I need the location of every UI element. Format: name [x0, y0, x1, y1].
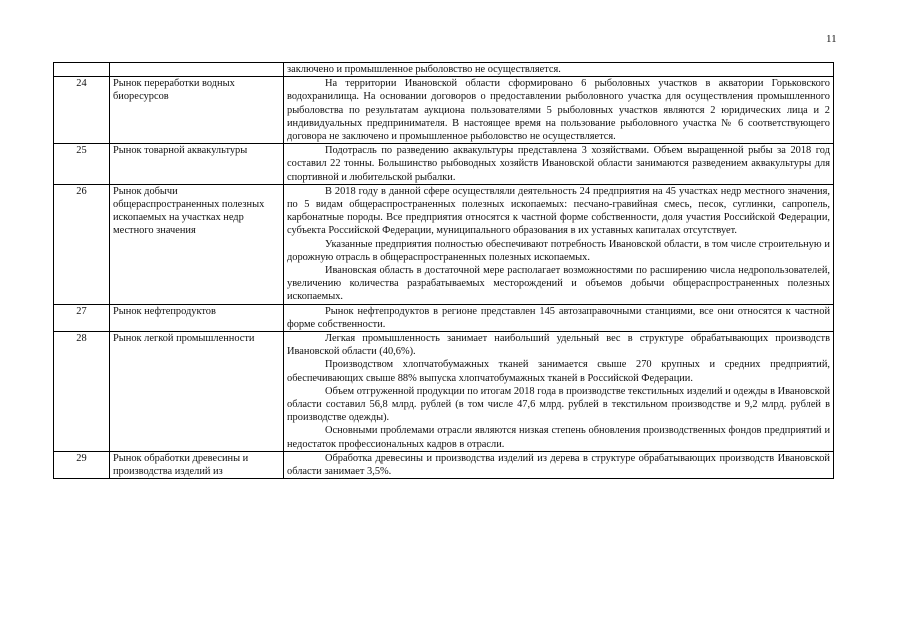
table-row — [54, 451, 834, 478]
market-description — [284, 332, 834, 452]
description-paragraph: Объем отгруженной продукции по итогам 2018 года в производстве текстильных изделий и одежды в Ивановской области составил 56,8 млрд. рублей (в том числе 47,6 млрд. рублей в текстильном производстве и 9,2 млрд. рублей в производстве одежды). — [287, 385, 831, 424]
description-paragraph: Указанные предприятия полностью обеспечивают потребность Ивановской области, в том числе строительную и дорожную отрасль в общераспространенных полезных ископаемых. — [287, 238, 830, 263]
table-row — [54, 332, 834, 452]
market-description — [284, 144, 834, 185]
row-number: 28 — [54, 332, 110, 452]
description-paragraph: В 2018 году в данной сфере осуществляли деятельность 24 предприятия на 45 участках недр местного значения, по 5 видам общераспространенных полезных ископаемых: песчано-гравийная смесь, песок, суглинки, сапропель, карбонатные породы. Все предприятия относятся к частной форме собственности, доля участия Российской Федерации, субъекта Российской Федерации, муниципального образования в их уставных капиталах отсутствует. — [287, 185, 830, 237]
row-number — [54, 63, 110, 77]
description-paragraph: Легкая промышленность занимает наибольший удельный вес в структуре обрабатывающих производств Ивановской области (40,6%). — [287, 333, 830, 358]
table-row — [54, 77, 834, 144]
market-description — [284, 63, 834, 77]
market-name — [110, 63, 284, 77]
market-description — [284, 304, 834, 331]
market-name: Рынок обработки древесины и производства изделий из — [110, 451, 284, 478]
market-name: Рынок легкой промышленности — [110, 332, 284, 452]
table-row — [54, 144, 834, 185]
description-paragraph: Подотрасль по разведению аквакультуры представлена 3 хозяйствами. Объем выращенной рыбы за 2018 год составил 22 тонны. Большинство рыбоводных хозяйств Ивановской области занимаются разведением аквакультуры для спортивной и любительской рыбалки. — [287, 145, 830, 183]
table-row — [54, 63, 834, 77]
description-paragraph: На территории Ивановской области сформировано 6 рыболовных участков в акватории Горьковского водохранилища. На основании договоров о предоставлении рыболовного участка для осуществления промышленного рыболовства по результатам аукциона пользователями 5 рыболовных участков являются 2 юридических лица и 2 индивидуальных предпринимателя. В настоящее время на пользование рыболовного участка № 6 соответствующего договора не заключено и промышленное рыболовство не осуществляется. — [287, 78, 830, 143]
market-description — [284, 77, 834, 144]
market-name: Рынок добычи общераспространенных полезных ископаемых на участках недр местного значения — [110, 184, 284, 304]
description-paragraph: заключено и промышленное рыболовство не осуществляется. — [287, 64, 561, 75]
row-number: 24 — [54, 77, 110, 144]
row-number: 29 — [54, 451, 110, 478]
table-row — [54, 304, 834, 331]
row-number: 26 — [54, 184, 110, 304]
description-paragraph: Рынок нефтепродуктов в регионе представлен 145 автозаправочными станциями, все они относятся к частной форме собственности. — [287, 305, 830, 330]
description-paragraph: Производством хлопчатобумажных тканей занимается свыше 270 крупных и средних предприятий, обеспечивающих свыше 88% выпуска хлопчатобумажных тканей в Российской Федерации. — [287, 359, 830, 384]
table-row — [54, 184, 834, 304]
market-name: Рынок нефтепродуктов — [110, 304, 284, 331]
page-number: 11 — [826, 33, 837, 45]
markets-table — [53, 62, 834, 479]
description-paragraph: Ивановская область в достаточной мере располагает возможностями по расширению числа недропользователей, увеличению количества разрабатываемых месторождений и объемов добычи общераспространенных полезных ископаемых. — [287, 265, 830, 303]
row-number: 25 — [54, 144, 110, 185]
market-description — [284, 184, 834, 304]
market-description — [284, 451, 834, 478]
market-name: Рынок товарной аквакультуры — [110, 144, 284, 185]
row-number: 27 — [54, 304, 110, 331]
description-paragraph: Основными проблемами отрасли являются низкая степень обновления производственных фондов предприятий и недостаток профессиональных кадров в отрасли. — [287, 425, 830, 450]
description-paragraph: Обработка древесины и производства изделий из дерева в структуре обрабатывающих производств Ивановской области занимает 3,5%. — [287, 452, 830, 478]
market-name: Рынок переработки водных биоресурсов — [110, 77, 284, 144]
